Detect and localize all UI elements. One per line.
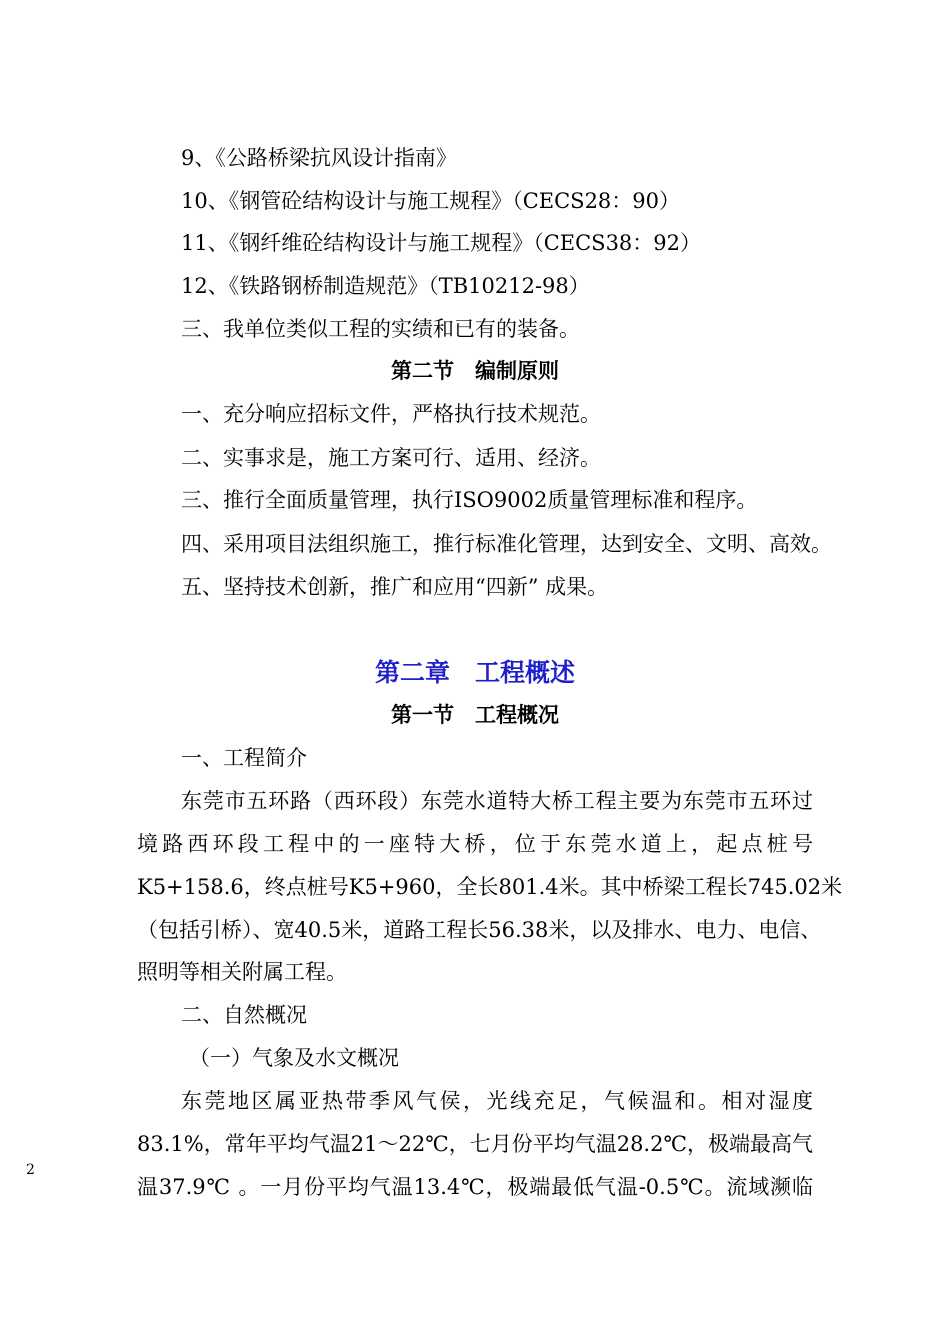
subheading: 二、自然概况 — [181, 1003, 307, 1027]
reference-item-9: 9、《公路桥梁抗风设计指南》 — [181, 146, 457, 170]
paragraph-line: 83.1%，常年平均气温21～22℃，七月份平均气温28.2℃，极端最高气 — [137, 1132, 813, 1156]
section-title: 第二节 编制原则 — [391, 359, 559, 383]
reference-item-10: 10、《钢管砼结构设计与施工规程》（CECS28：90） — [181, 189, 681, 213]
reference-item-11: 11、《钢纤维砼结构设计与施工规程》（CECS38：92） — [181, 231, 702, 255]
principle-item: 五、坚持技术创新，推广和应用“四新” 成果。 — [181, 575, 609, 599]
chapter-title: 第二章 工程概述 — [374, 658, 575, 687]
principle-item: 三、推行全面质量管理，执行ISO9002质量管理标准和程序。 — [181, 488, 758, 512]
paragraph-line: 东莞地区属亚热带季风气侯，光线充足，气候温和。相对湿度 — [181, 1089, 813, 1113]
basis-item-three: 三、我单位类似工程的实绩和已有的装备。 — [181, 317, 580, 341]
paragraph-line: 照明等相关附属工程。 — [137, 960, 347, 984]
page-number: 2 — [26, 1162, 35, 1178]
principle-item: 二、实事求是，施工方案可行、适用、经济。 — [181, 446, 601, 470]
paragraph-line: 东莞市五环路（西环段）东莞水道特大桥工程主要为东莞市五环过 — [181, 789, 813, 813]
paragraph-line: K5+158.6，终点桩号K5+960，全长801.4米。其中桥梁工程长745.02米 — [137, 875, 843, 899]
paragraph-line: 温37.9℃ 。一月份平均气温13.4℃，极端最低气温-0.5℃。流域濒临 — [137, 1175, 813, 1199]
reference-item-12: 12、《铁路钢桥制造规范》（TB10212-98） — [181, 274, 590, 298]
paragraph-line: 境路西环段工程中的一座特大桥，位于东莞水道上，起点桩号 — [137, 832, 813, 856]
subheading: （一）气象及水文概况 — [189, 1046, 399, 1070]
subheading: 一、工程简介 — [181, 746, 307, 770]
section-title: 第一节 工程概况 — [391, 703, 559, 727]
principle-item: 四、采用项目法组织施工，推行标准化管理，达到安全、文明、高效。 — [181, 532, 832, 556]
principle-item: 一、充分响应招标文件，严格执行技术规范。 — [181, 402, 601, 426]
paragraph-line: （包括引桥）、宽40.5米，道路工程长56.38米，以及排水、电力、电信、 — [137, 918, 822, 942]
